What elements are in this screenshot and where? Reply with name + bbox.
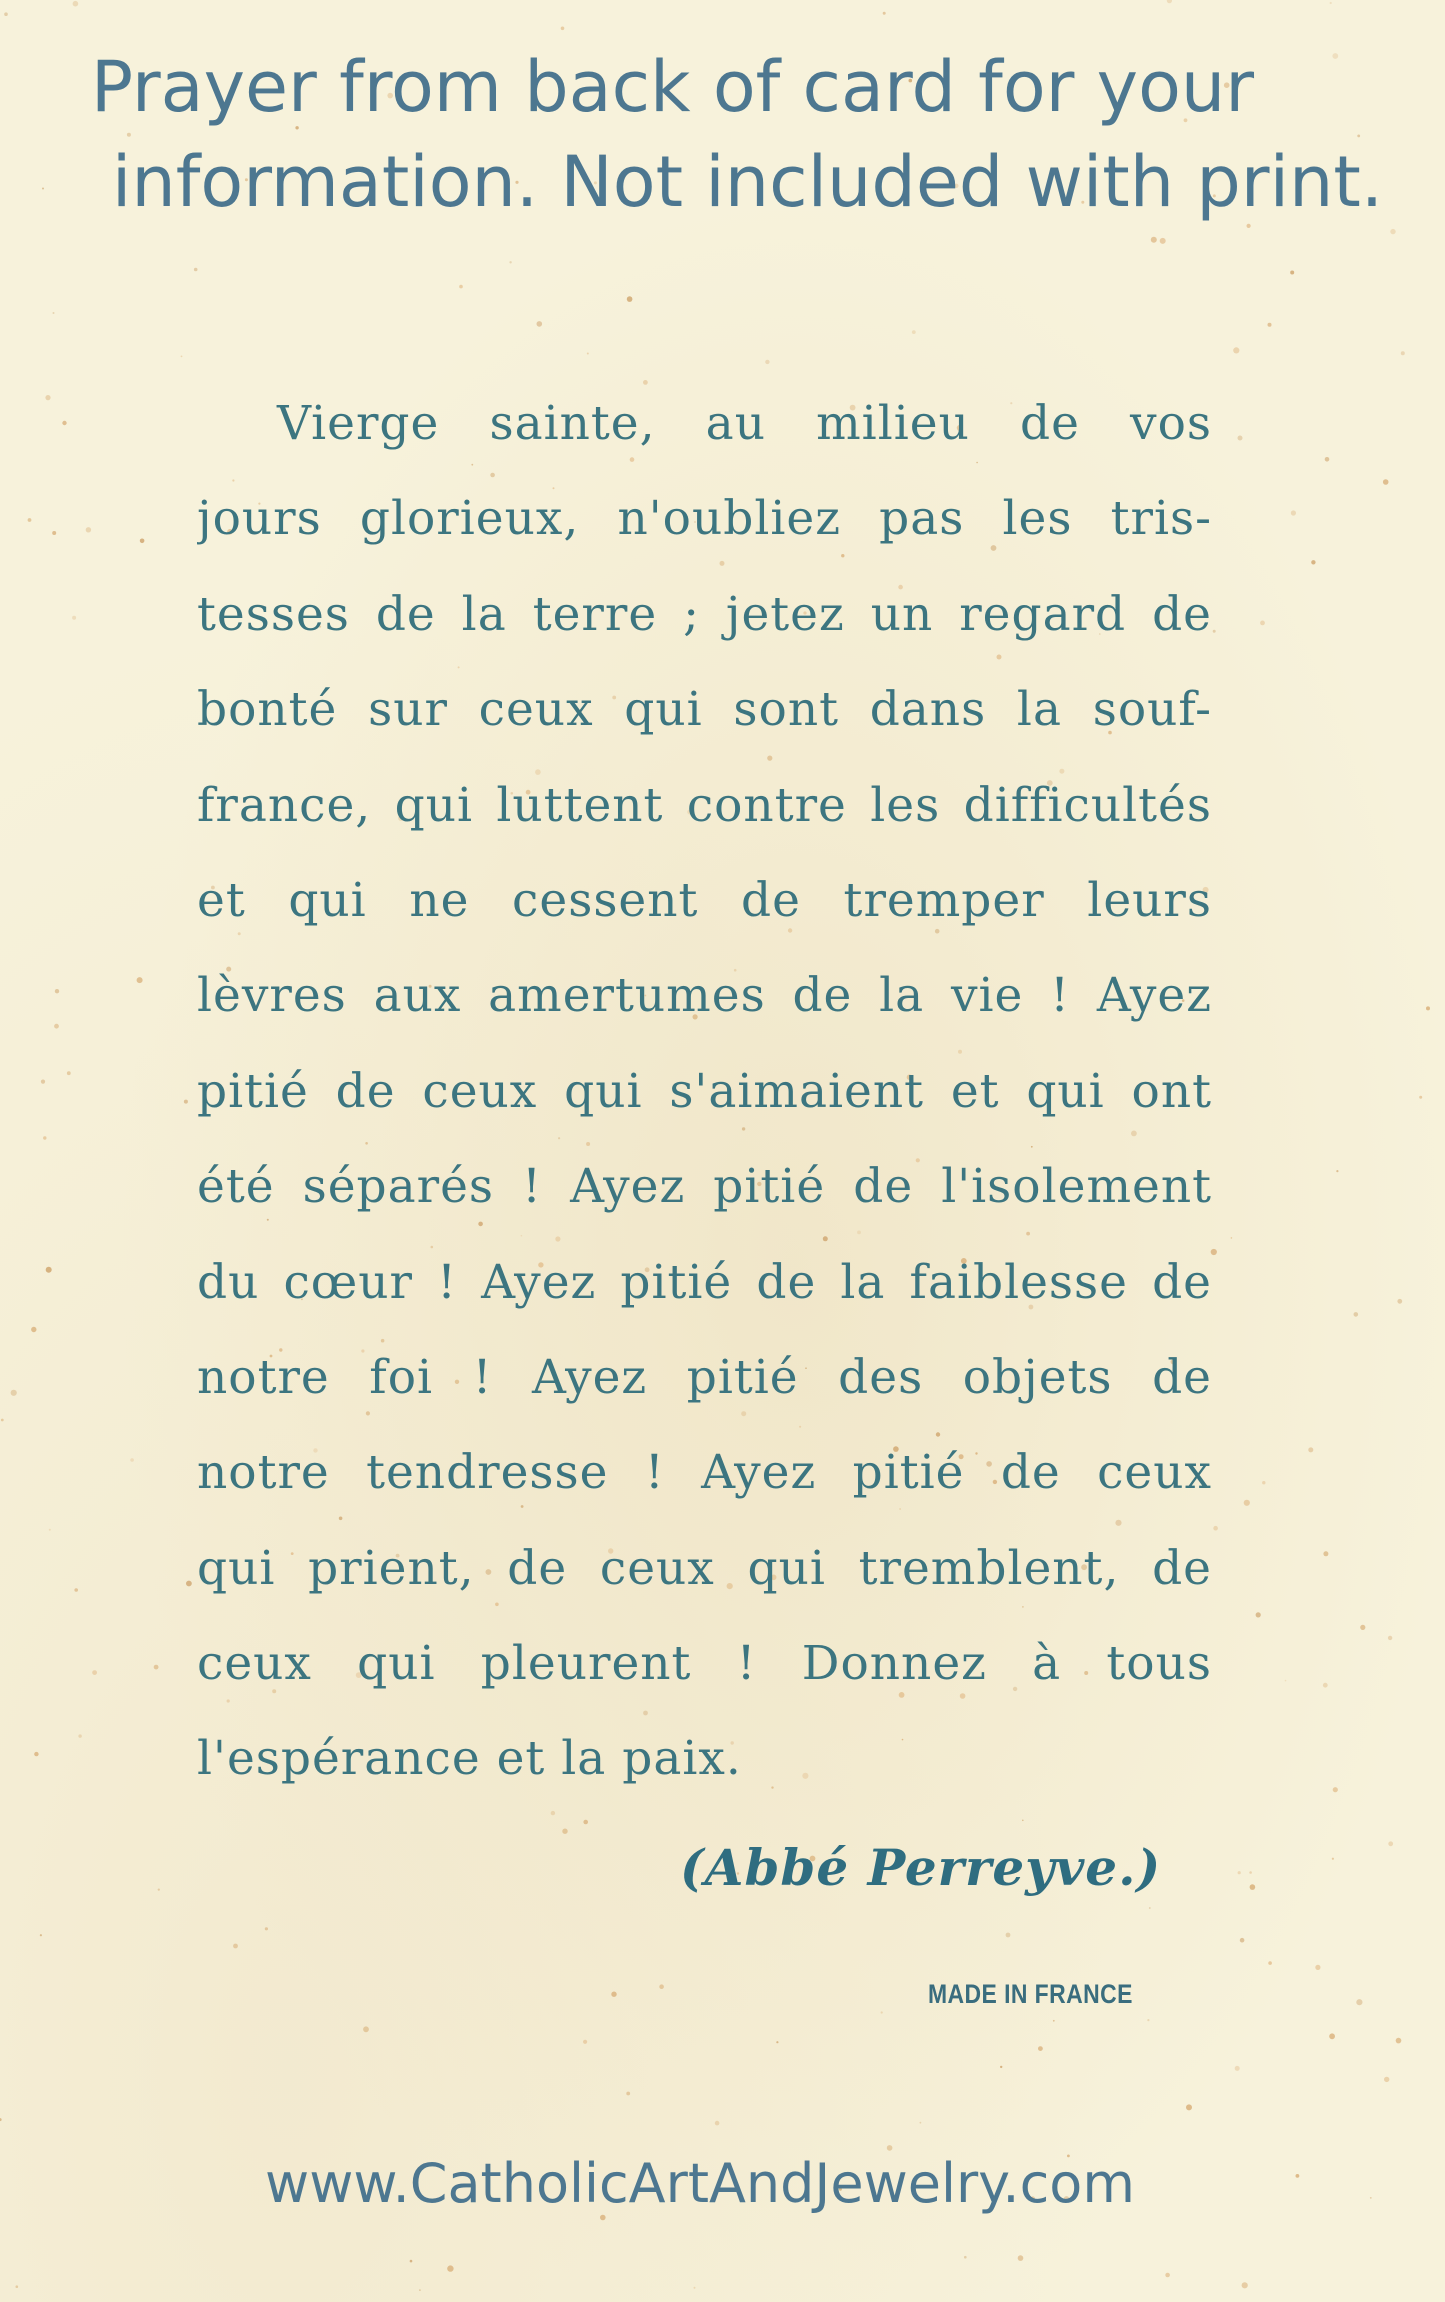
paper-speckle: [626, 2092, 630, 2096]
paper-speckle: [1401, 351, 1405, 355]
paper-speckle: [1233, 347, 1239, 353]
paper-speckle: [43, 1136, 46, 1139]
paper-speckle: [1383, 479, 1389, 485]
paper-speckle: [1250, 1884, 1256, 1890]
paper-speckle: [883, 12, 886, 15]
paper-speckle: [1323, 1551, 1328, 1556]
paper-speckle: [537, 321, 543, 327]
paper-speckle: [715, 2121, 720, 2126]
paper-speckle: [1256, 1612, 1261, 1617]
paper-speckle: [181, 356, 183, 358]
paper-speckle: [1268, 1961, 1272, 1965]
paper-speckle: [1426, 1006, 1430, 1010]
paper-speckle: [1354, 1312, 1359, 1317]
paper-speckle: [363, 2026, 369, 2032]
paper-speckle: [1332, 1858, 1334, 1860]
paper-speckle: [1244, 1500, 1250, 1506]
info-notice: [0, 40, 1445, 230]
paper-speckle: [1018, 2255, 1024, 2261]
paper-speckle: [92, 1670, 97, 1675]
prayer-line: l'espérance et la paix.: [197, 1731, 742, 1787]
paper-speckle: [1149, 1907, 1151, 1909]
paper-speckle: [1384, 2077, 1389, 2082]
paper-speckle: [46, 1267, 52, 1273]
prayer-text: [197, 376, 1212, 1807]
paper-speckle: [1000, 2066, 1002, 2068]
prayer-line: pitié de ceux qui s'aimaient et qui ont: [197, 1063, 1212, 1119]
paper-speckle: [1308, 1447, 1313, 1452]
paper-speckle: [447, 2265, 453, 2271]
prayer-line: été séparés ! Ayez pitié de l'isolement: [197, 1159, 1212, 1215]
paper-speckle: [40, 1934, 42, 1936]
paper-speckle: [912, 330, 916, 334]
notice-line-2: information. Not included with print.: [111, 141, 1384, 223]
author-signature: (Abbé Perreyve.): [680, 1838, 1162, 1897]
paper-speckle: [1329, 2033, 1335, 2039]
paper-speckle: [1260, 621, 1265, 626]
paper-speckle: [776, 2041, 778, 2043]
paper-speckle: [1268, 323, 1272, 327]
paper-speckle: [561, 27, 565, 31]
paper-speckle: [28, 518, 32, 522]
paper-speckle: [78, 1734, 81, 1737]
prayer-line: ceux qui pleurent ! Donnez à tous: [197, 1636, 1212, 1692]
paper-speckle: [73, 1, 79, 7]
paper-speckle: [1006, 1933, 1011, 1938]
paper-speckle: [583, 2040, 587, 2044]
prayer-line: tesses de la terre ; jetez un regard de: [197, 586, 1212, 642]
paper-speckle: [1290, 271, 1294, 275]
paper-speckle: [1285, 1680, 1287, 1682]
paper-speckle: [765, 360, 769, 364]
prayer-line: lèvres aux amertumes de la vie ! Ayez: [197, 968, 1212, 1024]
paper-speckle: [34, 1752, 38, 1756]
paper-speckle: [1053, 2020, 1055, 2022]
paper-speckle: [194, 268, 198, 272]
paper-speckle: [137, 977, 143, 983]
paper-speckle: [659, 1984, 664, 1989]
paper-speckle: [600, 2215, 606, 2221]
prayer-line: france, qui luttent contre les difficultés: [197, 777, 1212, 833]
paper-speckle: [67, 1071, 71, 1075]
paper-speckle: [887, 2145, 893, 2151]
paper-speckle: [265, 1927, 268, 1930]
paper-speckle: [1238, 436, 1243, 441]
made-in-imprint: MADE IN FRANCE: [928, 1979, 1133, 2009]
paper-speckle: [1397, 1299, 1402, 1304]
paper-speckle: [1242, 2282, 1248, 2288]
paper-speckle: [45, 395, 50, 400]
paper-speckle: [1356, 1999, 1362, 2005]
prayer-line: qui prient, de ceux qui tremblent, de: [197, 1540, 1212, 1596]
paper-speckle: [964, 2256, 967, 2259]
paper-speckle: [1160, 238, 1166, 244]
paper-speckle: [1325, 457, 1330, 462]
paper-speckle: [1249, 1871, 1252, 1874]
paper-speckle: [41, 1080, 45, 1084]
paper-speckle: [1396, 2038, 1402, 2044]
paper-speckle: [587, 353, 589, 355]
paper-speckle: [1291, 510, 1296, 515]
paper-speckle: [419, 2289, 421, 2291]
paper-speckle: [1419, 1096, 1422, 1099]
paper-speckle: [1240, 1938, 1245, 1943]
paper-speckle: [562, 1829, 567, 1834]
paper-speckle: [1238, 1871, 1241, 1874]
paper-speckle: [1147, 2019, 1149, 2021]
paper-speckle: [1311, 560, 1315, 564]
paper-speckle: [62, 421, 66, 425]
paper-speckle: [72, 616, 76, 620]
prayer-line: jours glorieux, n'oubliez pas les tris-: [197, 491, 1212, 547]
paper-speckle: [154, 1665, 159, 1670]
paper-speckle: [1388, 1841, 1393, 1846]
paper-speckle: [184, 1100, 188, 1104]
paper-speckle: [55, 989, 59, 993]
paper-speckle: [1330, 2, 1332, 4]
prayer-line: notre tendresse ! Ayez pitié de ceux: [197, 1445, 1212, 1501]
prayer-line: Vierge sainte, au milieu de vos: [277, 396, 1212, 451]
paper-speckle: [0, 2118, 2, 2121]
paper-speckle: [1038, 2046, 1043, 2051]
paper-speckle: [410, 2260, 413, 2263]
paper-speckle: [74, 1588, 78, 1592]
paper-speckle: [1213, 630, 1216, 633]
paper-speckle: [627, 296, 633, 302]
paper-speckle: [53, 312, 55, 314]
website-url: www.CatholicArtAndJewelry.com: [265, 2152, 1135, 2215]
paper-speckle: [49, 1529, 51, 1531]
paper-speckle: [1213, 1526, 1218, 1531]
paper-speckle: [583, 1820, 588, 1825]
paper-speckle: [1262, 1481, 1265, 1484]
paper-speckle: [1360, 1625, 1365, 1630]
paper-speckle: [611, 1992, 616, 1997]
paper-speckle: [920, 2122, 922, 2124]
paper-speckle: [1323, 1683, 1328, 1688]
paper-speckle: [1167, 0, 1172, 3]
paper-speckle: [694, 2287, 696, 2289]
paper-speckle: [140, 539, 145, 544]
paper-speckle: [86, 527, 91, 532]
paper-speckle: [54, 1024, 59, 1029]
paper-speckle: [1, 1419, 4, 1422]
paper-speckle: [1388, 1636, 1392, 1640]
paper-speckle: [1333, 1787, 1338, 1792]
paper-speckle: [1315, 1965, 1320, 1970]
paper-speckle: [1022, 1820, 1024, 1822]
paper-speckle: [4, 12, 8, 16]
paper-speckle: [459, 285, 463, 289]
paper-speckle: [1336, 1170, 1338, 1172]
paper-speckle: [1151, 237, 1157, 243]
paper-speckle: [1165, 2273, 1170, 2278]
paper-speckle: [130, 1458, 134, 1462]
paper-speckle: [551, 1811, 555, 1815]
prayer-line: et qui ne cessent de tremper leurs: [197, 872, 1212, 928]
prayer-line: bonté sur ceux qui sont dans la souf-: [197, 682, 1212, 738]
prayer-line: notre foi ! Ayez pitié des objets de: [197, 1349, 1212, 1405]
paper-speckle: [1186, 2104, 1192, 2110]
paper-speckle: [233, 1944, 238, 1949]
paper-speckle: [52, 531, 56, 535]
paper-speckle: [1231, 1237, 1233, 1239]
notice-line-1: Prayer from back of card for your: [90, 46, 1255, 128]
prayer-line: du cœur ! Ayez pitié de la faiblesse de: [197, 1254, 1212, 1310]
paper-speckle: [158, 1889, 160, 1891]
paper-speckle: [1235, 2066, 1240, 2071]
paper-speckle: [186, 1581, 192, 1587]
paper-speckle: [31, 1327, 36, 1332]
paper-speckle: [881, 2011, 883, 2013]
paper-speckle: [11, 1390, 17, 1396]
paper-speckle: [15, 2285, 18, 2288]
paper-speckle: [509, 261, 511, 263]
